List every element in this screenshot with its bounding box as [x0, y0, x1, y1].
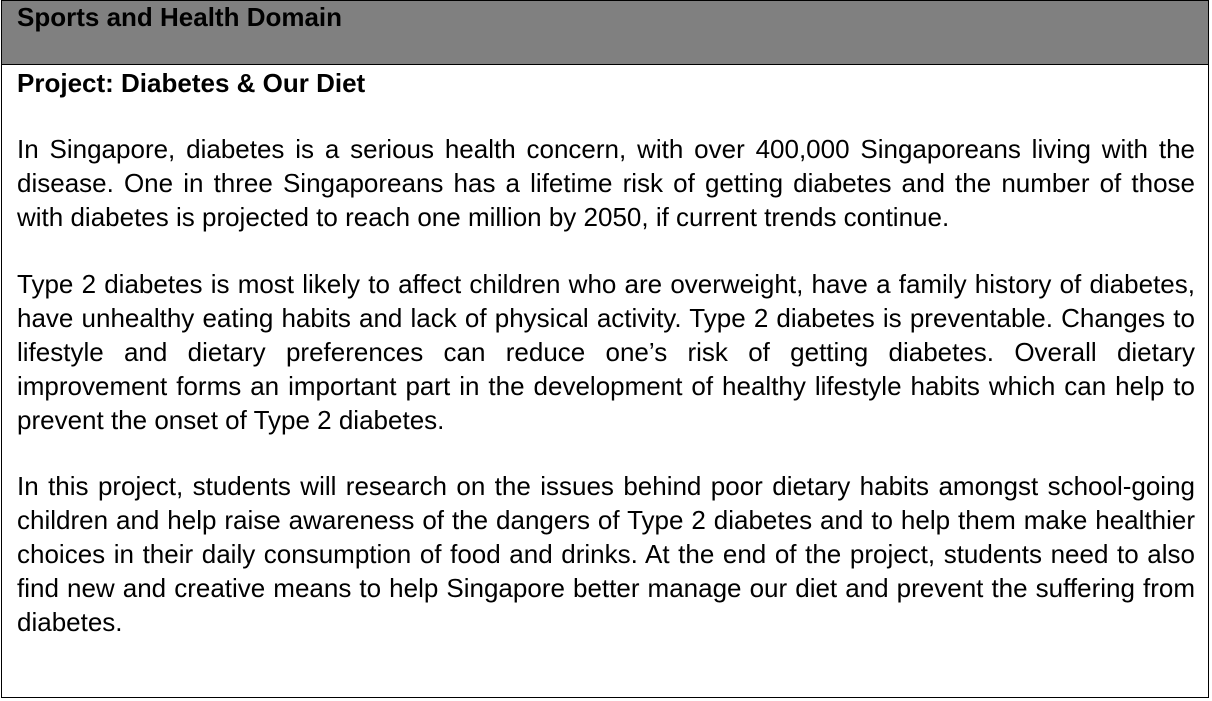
paragraph-project-goals: In this project, students will research on the issues behind poor dietary habits amongst school-going children and help raise awareness of the dangers of Type 2 diabetes and to help them make healthier choices in their daily consumption of food and drinks. At the end of the project, students need to also find new and creative means to help Singapore better manage our diet and prevent the suffering from diabetes. — [17, 471, 1195, 637]
domain-header-cell — [2, 1, 1208, 65]
project-description-cell — [2, 66, 1208, 639]
project-title: Project: Diabetes & Our Diet — [17, 68, 366, 98]
paragraph-type-2-diabetes: Type 2 diabetes is most likely to affect children who are overweight, have a family history of diabetes, have unhealthy eating habits and lack of physical activity. Type 2 diabetes is preventable. Changes to lifestyle and dietary preferences can reduce one’s risk of getting diabetes. Overall dietary improvement forms an important part in the development of healthy lifestyle habits which can help to prevent the onset of Type 2 diabetes. — [17, 269, 1195, 435]
domain-title: Sports and Health Domain — [17, 2, 343, 32]
domain-table — [1, 0, 1209, 698]
paragraph-diabetes-in-singapore: In Singapore, diabetes is a serious health concern, with over 400,000 Singaporeans living with the disease. One in three Singaporeans has a lifetime risk of getting diabetes and the number of those with diabetes is projected to reach one million by 2050, if current trends continue. — [17, 134, 1195, 232]
